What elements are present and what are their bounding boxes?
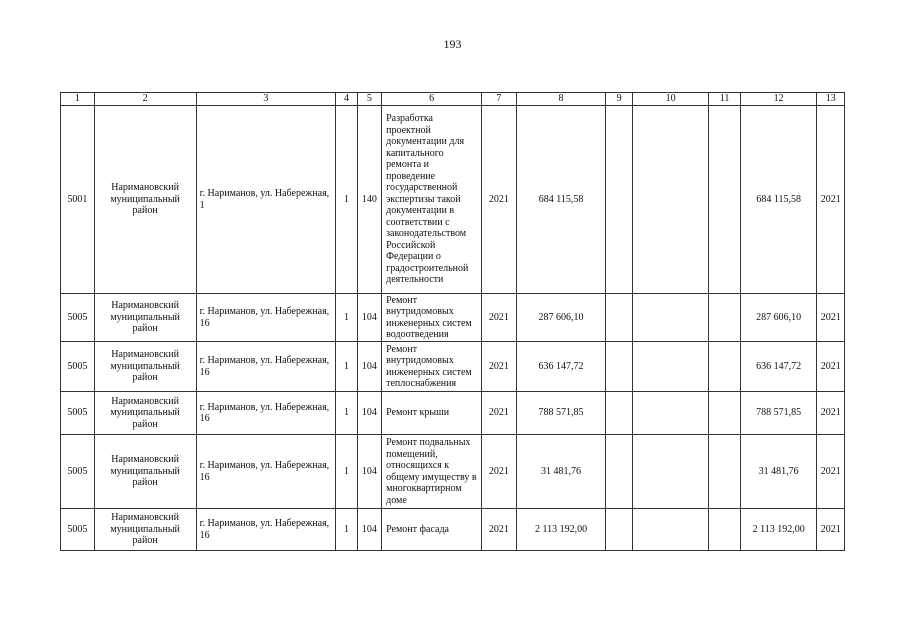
cell-cost: 636 147,72 — [516, 342, 606, 392]
column-header: 9 — [606, 93, 633, 106]
cell-code: 5005 — [61, 392, 95, 435]
column-header: 13 — [817, 93, 845, 106]
cell-total: 788 571,85 — [740, 392, 816, 435]
cell-col11 — [709, 106, 741, 294]
cell-code: 5005 — [61, 509, 95, 551]
cell-col5: 104 — [357, 342, 381, 392]
cell-col10 — [632, 435, 708, 509]
cell-col11 — [709, 392, 741, 435]
cell-col5: 104 — [357, 294, 381, 342]
cell-district: Наримановский муниципальный район — [94, 392, 196, 435]
cell-address: г. Нариманов, ул. Набережная, 16 — [196, 392, 336, 435]
cell-col5: 104 — [357, 392, 381, 435]
cell-work-type: Ремонт подвальных помещений, относящихся к общему имуществу в многоквартирном доме — [382, 435, 482, 509]
cell-col5: 140 — [357, 106, 381, 294]
cell-col10 — [632, 294, 708, 342]
column-header: 5 — [357, 93, 381, 106]
header-row — [61, 93, 845, 106]
cell-district: Наримановский муниципальный район — [94, 294, 196, 342]
cell-code: 5005 — [61, 342, 95, 392]
cell-address: г. Нариманов, ул. Набережная, 16 — [196, 435, 336, 509]
cell-col9 — [606, 294, 633, 342]
table-row — [61, 294, 845, 342]
cell-col11 — [709, 509, 741, 551]
cell-address: г. Нариманов, ул. Набережная, 1 — [196, 106, 336, 294]
cell-address: г. Нариманов, ул. Набережная, 16 — [196, 294, 336, 342]
page-number: 193 — [443, 37, 462, 51]
table-row — [61, 392, 845, 435]
cell-col9 — [606, 435, 633, 509]
cell-col10 — [632, 509, 708, 551]
cell-col13: 2021 — [817, 294, 845, 342]
cell-district: Наримановский муниципальный район — [94, 342, 196, 392]
cell-work-type: Ремонт фасада — [382, 509, 482, 551]
cell-col10 — [632, 392, 708, 435]
column-header: 8 — [516, 93, 606, 106]
column-header: 3 — [196, 93, 336, 106]
cell-col9 — [606, 106, 633, 294]
cell-total: 287 606,10 — [740, 294, 816, 342]
cell-col9 — [606, 342, 633, 392]
cell-col13: 2021 — [817, 435, 845, 509]
cell-code: 5005 — [61, 435, 95, 509]
cell-col9 — [606, 509, 633, 551]
table-row — [61, 106, 845, 294]
cell-work-type: Ремонт крыши — [382, 392, 482, 435]
column-header: 1 — [61, 93, 95, 106]
cell-year: 2021 — [482, 435, 517, 509]
cell-col4: 1 — [336, 342, 357, 392]
table-row — [61, 435, 845, 509]
cell-col13: 2021 — [817, 509, 845, 551]
cell-work-type: Разработка проектной документации для капитального ремонта и проведение государственной экспертизы такой документации в соответствии с законодательством Российской Федерации о градостроительной деятельности — [382, 106, 482, 294]
cell-col4: 1 — [336, 106, 357, 294]
column-header: 11 — [709, 93, 741, 106]
cell-address: г. Нариманов, ул. Набережная, 16 — [196, 509, 336, 551]
cell-col11 — [709, 342, 741, 392]
cell-total: 2 113 192,00 — [740, 509, 816, 551]
cell-work-type: Ремонт внутридомовых инженерных систем теплоснабжения — [382, 342, 482, 392]
table-row — [61, 509, 845, 551]
cell-address: г. Нариманов, ул. Набережная, 16 — [196, 342, 336, 392]
cell-col13: 2021 — [817, 392, 845, 435]
cell-total: 636 147,72 — [740, 342, 816, 392]
cell-cost: 788 571,85 — [516, 392, 606, 435]
column-header: 6 — [382, 93, 482, 106]
column-header: 2 — [94, 93, 196, 106]
cell-year: 2021 — [482, 509, 517, 551]
cell-total: 31 481,76 — [740, 435, 816, 509]
cell-col4: 1 — [336, 294, 357, 342]
column-header: 4 — [336, 93, 357, 106]
table-row — [61, 342, 845, 392]
cell-col13: 2021 — [817, 342, 845, 392]
cell-code: 5001 — [61, 106, 95, 294]
cell-col5: 104 — [357, 509, 381, 551]
cell-col10 — [632, 106, 708, 294]
cell-col10 — [632, 342, 708, 392]
cell-col11 — [709, 435, 741, 509]
column-header: 10 — [632, 93, 708, 106]
cell-cost: 31 481,76 — [516, 435, 606, 509]
cell-year: 2021 — [482, 294, 517, 342]
cell-col13: 2021 — [817, 106, 845, 294]
cell-cost: 287 606,10 — [516, 294, 606, 342]
repair-schedule-table — [60, 92, 845, 551]
cell-cost: 684 115,58 — [516, 106, 606, 294]
cell-year: 2021 — [482, 106, 517, 294]
cell-district: Наримановский муниципальный район — [94, 435, 196, 509]
cell-col9 — [606, 392, 633, 435]
cell-work-type: Ремонт внутридомовых инженерных систем водоотведения — [382, 294, 482, 342]
column-header: 7 — [482, 93, 517, 106]
cell-district: Наримановский муниципальный район — [94, 106, 196, 294]
cell-col4: 1 — [336, 435, 357, 509]
column-header: 12 — [740, 93, 816, 106]
cell-col4: 1 — [336, 392, 357, 435]
cell-col5: 104 — [357, 435, 381, 509]
cell-total: 684 115,58 — [740, 106, 816, 294]
cell-cost: 2 113 192,00 — [516, 509, 606, 551]
cell-col11 — [709, 294, 741, 342]
cell-year: 2021 — [482, 392, 517, 435]
cell-code: 5005 — [61, 294, 95, 342]
cell-col4: 1 — [336, 509, 357, 551]
cell-year: 2021 — [482, 342, 517, 392]
cell-district: Наримановский муниципальный район — [94, 509, 196, 551]
